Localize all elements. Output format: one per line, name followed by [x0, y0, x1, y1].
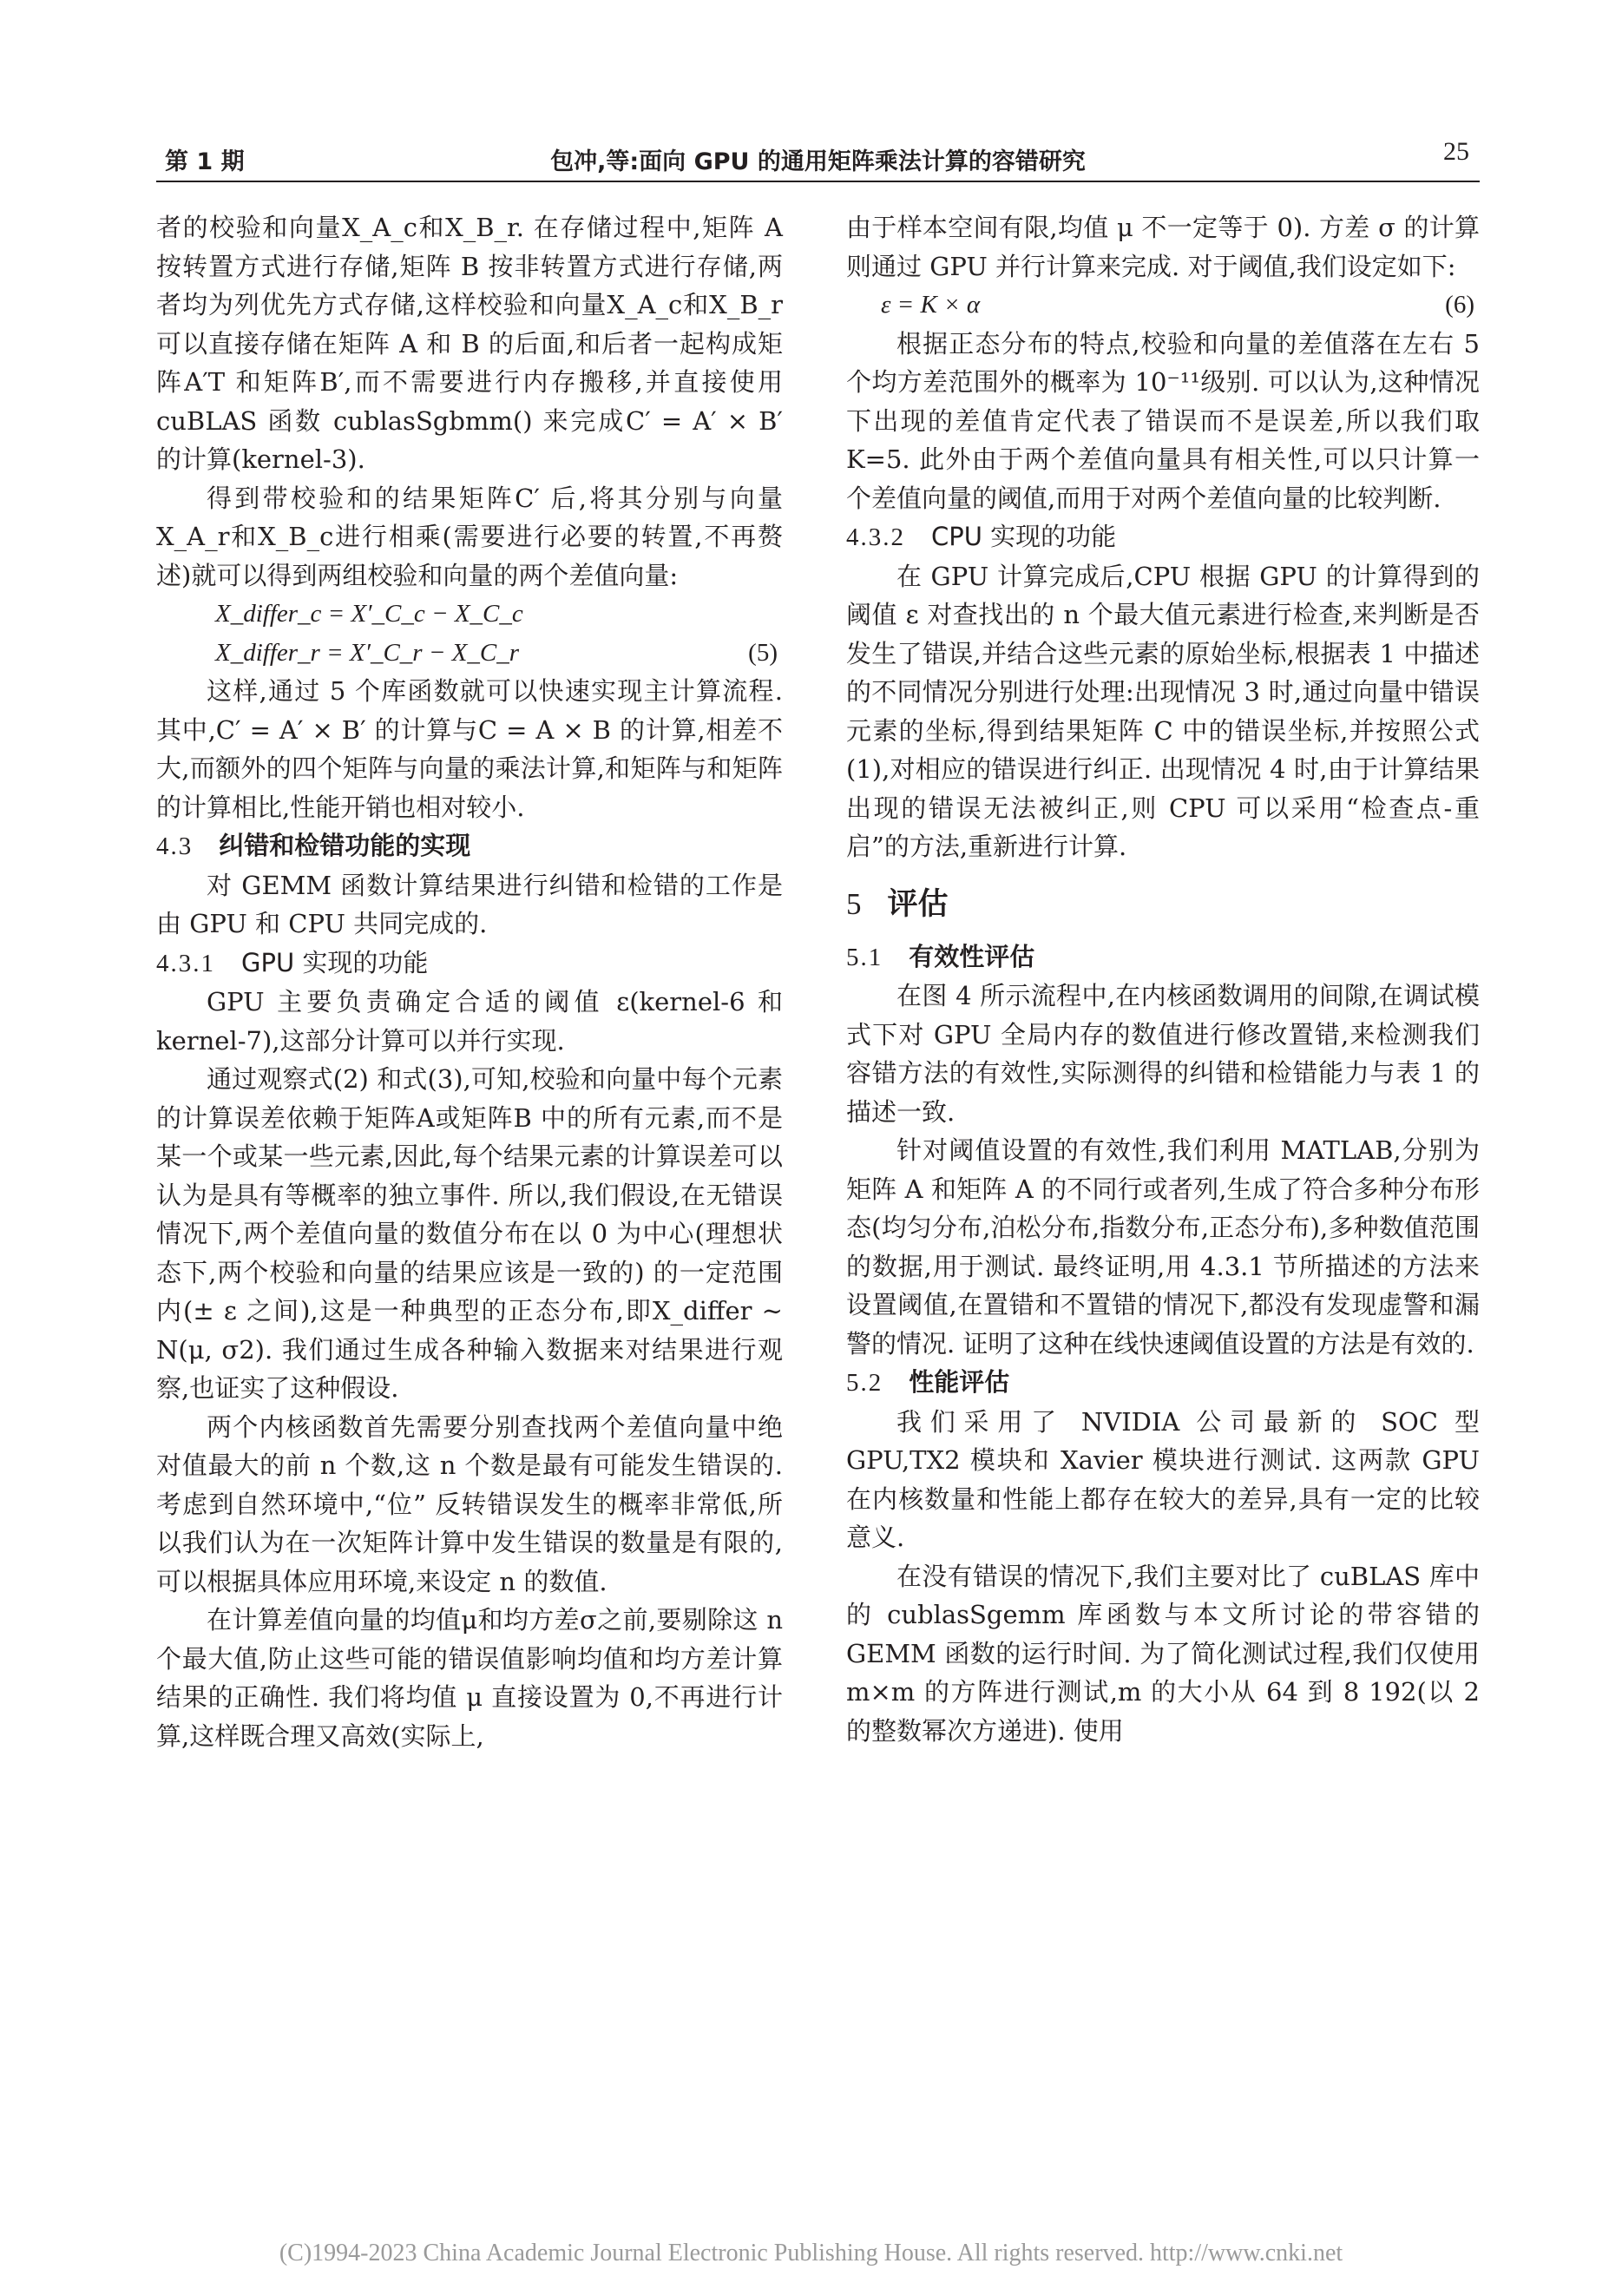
- paragraph: 通过观察式(2) 和式(3),可知,校验和向量中每个元素的计算误差依赖于矩阵A或矩阵B 中的所有元素,而不是某一个或某一些元素,因此,每个结果元素的计算误差可以认为是具有等概率的独立事件. 所以,我们假设,在无错误情况下,两个差值向量的数值分布在以 0 为中心(理想状态下,两个校验和向量的结果应该是一致的) 的一定范围内(± ε 之间),这是一种典型的正态分布,即X_differ ∼ N(μ, σ2). 我们通过生成各种输入数据来对结果进行观察,也证实了这种假设.: [156, 1064, 783, 1403]
- paragraph: 由于样本空间有限,均值 μ 不一定等于 0). 方差 σ 的计算则通过 GPU 并行计算来完成. 对于阈值,我们设定如下:: [846, 213, 1480, 281]
- paragraph: 在计算差值向量的均值μ和均方差σ之前,要剔除这 n 个最大值,防止这些可能的错误值影响均值和均方差计算结果的正确性. 我们将均值 μ 直接设置为 0,不再进行计算,这样既合理又高效(实际上,: [156, 1605, 783, 1751]
- paragraph: 两个内核函数首先需要分别查找两个差值向量中绝对值最大的前 n 个数,这 n 个数是最有可能发生错误的. 考虑到自然环境中,“位” 反转错误发生的概率非常低,所以我们认为在一次矩阵计算中发生错误的数量是有限的,可以根据具体应用环境,来设定 n 的数值.: [156, 1411, 783, 1596]
- section-heading-5-1: [846, 937, 1480, 977]
- section-title: 评估: [887, 886, 949, 922]
- section-heading-4-3-1: [156, 944, 783, 984]
- equation-6: [846, 286, 1480, 325]
- header-rule: [156, 181, 1480, 182]
- section-number: 4.3.1: [156, 949, 215, 977]
- right-column: [846, 208, 1480, 1750]
- equation-body: X_differ_c = X′_C_c − X_C_c: [215, 600, 523, 628]
- page-number: 25: [1443, 137, 1469, 166]
- left-column: [156, 208, 783, 1755]
- equation-5-line-2: [156, 634, 783, 673]
- paragraph: 者的校验和向量X_A_c和X_B_r. 在存储过程中,矩阵 A 按转置方式进行存储,矩阵 B 按非转置方式进行存储,两者均为列优先方式存储,这样校验和向量X_A_c和X_B_r可以直接存储在矩阵 A 和 B 的后面,和后者一起构成矩阵A′T 和矩阵B′,而不需要进行内存搬移,并直接使用 cuBLAS 函数 cublasSgbmm() 来完成C′ = A′ × B′ 的计算(kernel-3).: [156, 213, 783, 474]
- paragraph: 在没有错误的情况下,我们主要对比了 cuBLAS 库中的 cublasSgemm 库函数与本文所讨论的带容错的 GEMM 函数的运行时间. 为了简化测试过程,我们仅使用 m×m 的方阵进行测试,m 的大小从 64 到 8 192(以 2 的整数幂次方递进). 使用: [846, 1561, 1480, 1746]
- running-title: 包冲,等:面向 GPU 的通用矩阵乘法计算的容错研究: [550, 148, 1086, 175]
- section-heading-4-3-2: [846, 517, 1480, 557]
- equation-body: ε = K × α: [881, 291, 981, 319]
- section-number: 5.1: [846, 943, 883, 971]
- paragraph: 这样,通过 5 个库函数就可以快速实现主计算流程. 其中,C′ = A′ × B′ 的计算与C = A × B 的计算,相差不大,而额外的四个矩阵与向量的乘法计算,和矩阵与和矩阵的计算相比,性能开销也相对较小.: [156, 676, 783, 822]
- paragraph: 根据正态分布的特点,校验和向量的差值落在左右 5 个均方差范围外的概率为 10⁻¹¹级别. 可以认为,这种情况下出现的差值肯定代表了错误而不是误差,所以我们取 K=5. 此外由于两个差值向量具有相关性,可以只计算一个差值向量的阈值,而用于对两个差值向量的比较判断.: [846, 328, 1480, 513]
- section-title: 有效性评估: [909, 941, 1035, 971]
- running-header: [156, 130, 1480, 182]
- equation-number: (5): [748, 638, 778, 667]
- section-number: 5.2: [846, 1369, 883, 1397]
- paragraph: 在 GPU 计算完成后,CPU 根据 GPU 的计算得到的阈值 ε 对查找出的 n 个最大值元素进行检查,来判断是否发生了错误,并结合这些元素的原始坐标,根据表 1 中描述的不同情况分别进行处理:出现情况 3 时,通过向量中错误元素的坐标,得到结果矩阵 C 中的错误坐标,并按照公式(1),对相应的错误进行纠正. 出现情况 4 时,由于计算结果出现的错误无法被纠正,则 CPU 可以采用“检查点-重启”的方法,重新进行计算.: [846, 561, 1480, 861]
- paragraph: GPU 主要负责确定合适的阈值 ε(kernel-6 和 kernel-7),这部分计算可以并行实现.: [156, 987, 783, 1056]
- section-heading-5: [846, 885, 1480, 924]
- section-number: 4.3.2: [846, 523, 905, 551]
- section-heading-4-3: [156, 826, 783, 866]
- paragraph: 在图 4 所示流程中,在内核函数调用的间隙,在调试模式下对 GPU 全局内存的数值进行修改置错,来检测我们容错方法的有效性,实际测得的纠错和检错能力与表 1 的描述一致.: [846, 981, 1480, 1127]
- section-number: 5: [846, 886, 862, 921]
- paragraph: 得到带校验和的结果矩阵C′ 后,将其分别与向量X_A_r和X_B_c进行相乘(需要进行必要的转置,不再赘述)就可以得到两组校验和向量的两个差值向量:: [156, 483, 783, 590]
- section-heading-5-2: [846, 1363, 1480, 1403]
- copyright-footer: (C)1994-2023 China Academic Journal Electronic Publishing House. All rights reserved. http://www.cnki.net: [279, 2240, 1343, 2266]
- section-title: CPU 实现的功能: [931, 522, 1117, 551]
- issue-label: 第 1 期: [165, 148, 245, 175]
- paragraph: 针对阈值设置的有效性,我们利用 MATLAB,分别为矩阵 A 和矩阵 A 的不同行或者列,生成了符合多种分布形态(均匀分布,泊松分布,指数分布,正态分布),多种数值范围的数据,用于测试. 最终证明,用 4.3.1 节所描述的方法来设置阈值,在置错和不置错的情况下,都没有发现虚警和漏警的情况. 证明了这种在线快速阈值设置的方法是有效的.: [846, 1135, 1480, 1359]
- equation-body: X_differ_r = X′_C_r − X_C_r: [215, 638, 519, 667]
- paragraph: 对 GEMM 函数计算结果进行纠错和检错的工作是由 GPU 和 CPU 共同完成的.: [156, 870, 783, 938]
- equation-number: (6): [1445, 291, 1474, 319]
- section-title: 纠错和检错功能的实现: [219, 831, 471, 860]
- section-number: 4.3: [156, 832, 194, 860]
- equation-5-line-1: [156, 595, 783, 634]
- section-title: GPU 实现的功能: [241, 947, 429, 977]
- section-title: 性能评估: [909, 1367, 1010, 1397]
- paragraph: 我们采用了 NVIDIA 公司最新的 SOC 型 GPU,TX2 模块和 Xavier 模块进行测试. 这两款 GPU 在内核数量和性能上都存在较大的差异,具有一定的比较意义.: [846, 1406, 1480, 1552]
